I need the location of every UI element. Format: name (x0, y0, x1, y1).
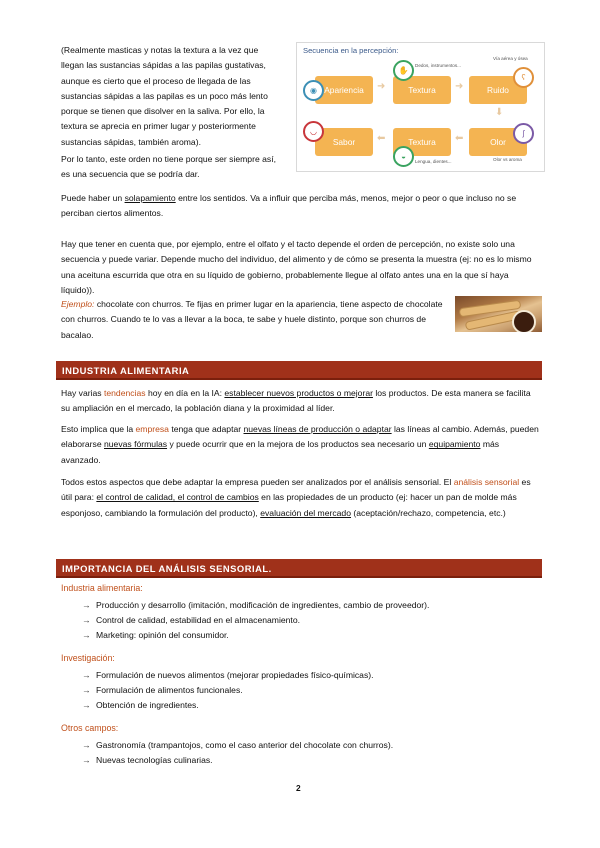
diagram-box-textura-top: Textura (393, 76, 451, 104)
arrow-bullet-icon: → (82, 755, 91, 765)
group-heading-otros: Otros campos: (61, 723, 119, 733)
bullet-list-investigacion (82, 668, 374, 713)
text-run: Puede haber un (61, 193, 125, 203)
group-heading-investigacion: Investigación: (61, 653, 115, 663)
perception-sequence-diagram (296, 42, 545, 172)
analisis-sensorial-term: análisis sensorial (453, 477, 520, 487)
text-run: más avanzado. (61, 439, 500, 465)
list-item (82, 753, 393, 768)
arrow-bullet-icon: → (82, 670, 91, 680)
arrow-left-icon: ⬅ (377, 133, 386, 144)
diagram-box-ruido: Ruido (469, 76, 527, 104)
hand-icon: ✋ (393, 60, 414, 81)
underlined-phrase: el control de calidad, el control de cambios (96, 492, 259, 503)
section-title-industria: INDUSTRIA ALIMENTARIA (56, 361, 542, 380)
list-item (82, 683, 374, 698)
arrow-down-icon: ⬇ (495, 107, 504, 118)
underlined-phrase: establecer nuevos productos o mejorar (224, 388, 373, 398)
diagram-title: Secuencia en la percepción: (303, 46, 399, 55)
list-item-text: Obtención de ingredientes. (96, 700, 199, 710)
section-title-importancia: IMPORTANCIA DEL ANÁLISIS SENSORIAL. (56, 559, 542, 578)
text-run: Hay varias (61, 388, 104, 398)
list-item-text: Gastronomía (trampantojos, como el caso anterior del chocolate con churros). (96, 740, 394, 750)
example-label: Ejemplo: (61, 299, 95, 309)
arrow-bullet-icon: → (82, 630, 91, 640)
text-run: los productos. De esta manera se facilita su ampliación en el mercado, la población diana y la proximidad al líder. (61, 388, 531, 414)
bullet-list-otros (82, 738, 393, 768)
note-dedos: Dedos, instrumentos... (415, 63, 461, 68)
text-run: Esto implica que la (61, 424, 136, 434)
list-item-text: Nuevas tecnologías culinarias. (96, 755, 213, 765)
list-item (82, 738, 393, 753)
arrow-bullet-icon: → (82, 740, 91, 750)
arrow-left-icon: ⬅ (455, 133, 464, 144)
industria-paragraph-3 (61, 475, 541, 521)
text-run: y puede ocurrir que en la mejora de los productos sea necesario un (167, 439, 429, 450)
perception-order-paragraph: Hay que tener en cuenta que, por ejemplo, entre el olfato y el tacto depende el orden de percepción, no existe solo una secuencia y puede variar. Depende mucho del individuo, del alimento y de cómo se presenta la muestra (ej: no es lo mismo una aceituna escurrida que otra en su líquido de gobierno, probablemente llegue al olfato antes una en la que sí haya líquido)). (61, 239, 532, 295)
diagram-box-textura-bottom: Textura (393, 128, 451, 156)
text-run: en las propiedades de un producto (ej: hacer un pan de molde más esponjoso, cambiando la formulación del producto), (61, 492, 517, 518)
text-run: entre los sentidos. Va a influir que perciba más, menos, mejor o peor o que incluso no se perciban ciertos alimentos. (61, 193, 517, 219)
list-item (82, 698, 374, 713)
churros-chocolate-image (455, 296, 542, 332)
text-run: las líneas al cambio. Además, pueden elaborarse (61, 424, 539, 450)
solapamiento-paragraph (61, 191, 541, 222)
bullet-list-industria (82, 598, 429, 643)
diagram-box-apariencia: Apariencia (315, 76, 373, 104)
list-item-text: Control de calidad, estabilidad en el almacenamiento. (96, 615, 300, 625)
list-item (82, 628, 429, 643)
nose-icon: ʃ (513, 123, 534, 144)
intro-paragraph: (Realmente masticas y notas la textura a la vez que llegan las sustancias sápidas a las papilas gustativas, aunque es cierto que el proceso de llegada de las sustancias sápidas a las papilas es un poco más lento porque se tienen que disolver en la saliva. Por ello, la textura se aprecia en primer lugar y posteriormente sustancias sápidas, también aroma). (61, 45, 268, 147)
page-number: 2 (296, 783, 301, 793)
underlined-phrase: nuevas líneas de producción o adaptar (243, 424, 392, 434)
diagram-box-olor: Olor (469, 128, 527, 156)
list-item (82, 668, 374, 683)
text-run: tenga que adaptar (168, 424, 244, 434)
intro-conclusion-paragraph: Por lo tanto, este orden no tiene porque ser siempre así, es una secuencia que se podría dar. (61, 154, 276, 180)
industria-paragraph-2 (61, 422, 541, 468)
list-item (82, 598, 429, 613)
text-run: es útil para: (61, 477, 531, 503)
example-paragraph (61, 297, 445, 343)
list-item-text: Formulación de alimentos funcionales. (96, 685, 243, 695)
underlined-phrase: equipamiento (428, 439, 481, 450)
note-olor-aroma: Olor vs aroma (493, 157, 522, 162)
chocolate-cup-shape (512, 310, 536, 332)
list-item-text: Marketing: opinión del consumidor. (96, 630, 229, 640)
eye-icon: ◉ (303, 80, 324, 101)
diagram-box-sabor: Sabor (315, 128, 373, 156)
list-item-text: Producción y desarrollo (imitación, modificación de ingredientes, cambio de proveedor). (96, 600, 430, 610)
industria-paragraph-1 (61, 386, 541, 417)
ear-icon: ʕ (513, 67, 534, 88)
underlined-phrase: nuevas fórmulas (104, 439, 168, 450)
example-text: chocolate con churros. Te fijas en primer lugar en la apariencia, tiene aspecto de chocolate con churros. Cuando te lo vas a llevar a la boca, te sabe y huele distinto, porque son churros de bacalao. (61, 299, 443, 340)
mouth-icon: ◡ (303, 121, 324, 142)
tongue-icon: ◒ (393, 146, 414, 167)
list-item (82, 613, 429, 628)
underlined-phrase: evaluación del mercado (260, 507, 351, 518)
list-item-text: Formulación de nuevos alimentos (mejorar propiedades físico-químicas). (96, 670, 374, 680)
text-run: (aceptación/rechazo, competencia, etc.) (351, 507, 506, 518)
arrow-bullet-icon: → (82, 615, 91, 625)
text-run: hoy en día en la IA: (145, 388, 225, 398)
text-run: Todos estos aspectos que debe adaptar la empresa pueden ser analizados por el análisis sensorial. El (61, 477, 454, 487)
empresa-term: empresa (135, 424, 169, 434)
solapamiento-term: solapamiento (124, 193, 176, 203)
tendencias-term: tendencias (103, 388, 146, 398)
note-lengua: Lengua, dientes... (415, 159, 452, 164)
arrow-bullet-icon: → (82, 600, 91, 610)
arrow-bullet-icon: → (82, 700, 91, 710)
group-heading-industria: Industria alimentaria: (61, 583, 143, 593)
arrow-right-icon: ➜ (455, 81, 464, 92)
arrow-right-icon: ➜ (377, 81, 386, 92)
arrow-bullet-icon: → (82, 685, 91, 695)
note-via-aerea: Vía aérea y ósea (493, 56, 528, 61)
